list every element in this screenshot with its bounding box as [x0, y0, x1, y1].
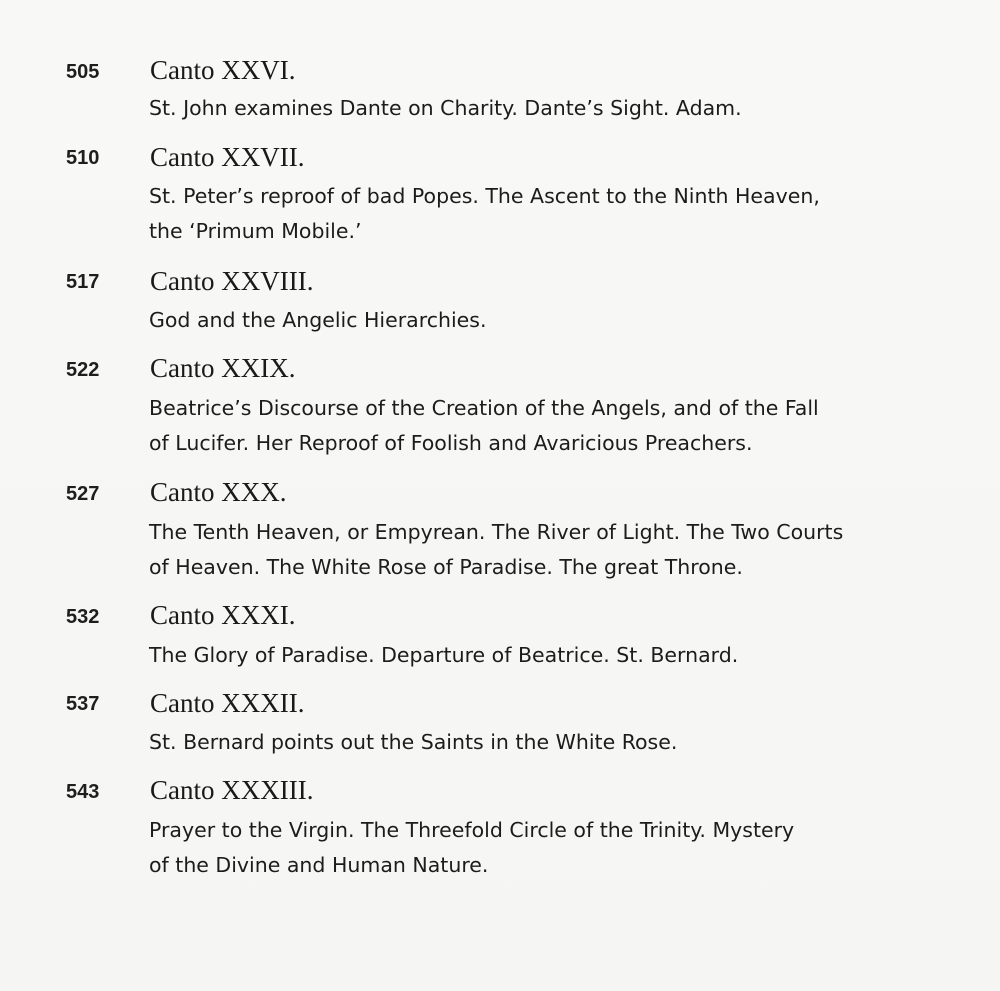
canto-title: Canto XXVI. — [150, 55, 296, 85]
canto-title: Canto XXXII. — [150, 688, 305, 718]
page-number: 505 — [66, 61, 100, 83]
summary-line: The Glory of Paradise. Departure of Beatrice. St. Bernard. — [149, 643, 739, 667]
canto-title: Canto XXXIII. — [150, 775, 314, 805]
summary-line: Prayer to the Virgin. The Threefold Circle of the Trinity. Mystery — [149, 818, 795, 842]
canto-title: Canto XXVIII. — [150, 266, 314, 296]
canto-summary — [149, 813, 909, 883]
summary-line: Beatrice’s Discourse of the Creation of the Angels, and of the Fall — [149, 396, 819, 420]
canto-title: Canto XXVII. — [150, 142, 305, 172]
summary-line: of Heaven. The White Rose of Paradise. The great Throne. — [149, 555, 743, 579]
summary-line: St. John examines Dante on Charity. Dante’s Sight. Adam. — [149, 96, 742, 120]
page-number: 510 — [66, 147, 100, 169]
summary-line: of the Divine and Human Nature. — [149, 853, 489, 877]
canto-summary — [149, 638, 909, 673]
page-number: 517 — [66, 271, 100, 293]
summary-line: of Lucifer. Her Reproof of Foolish and Avaricious Preachers. — [149, 431, 753, 455]
page-number: 527 — [66, 483, 100, 505]
page-number: 543 — [66, 781, 100, 803]
canto-summary — [149, 91, 909, 126]
canto-summary — [149, 391, 909, 461]
summary-line: The Tenth Heaven, or Empyrean. The River of Light. The Two Courts — [149, 520, 844, 544]
page-number: 522 — [66, 359, 100, 381]
summary-line: God and the Angelic Hierarchies. — [149, 308, 487, 332]
canto-summary — [149, 179, 909, 249]
summary-line: St. Peter’s reproof of bad Popes. The Ascent to the Ninth Heaven, — [149, 184, 820, 208]
canto-title: Canto XXX. — [150, 477, 287, 507]
summary-line: St. Bernard points out the Saints in the White Rose. — [149, 730, 678, 754]
page-number: 537 — [66, 693, 100, 715]
canto-summary — [149, 303, 909, 338]
canto-summary — [149, 515, 909, 585]
canto-title: Canto XXXI. — [150, 600, 296, 630]
canto-title: Canto XXIX. — [150, 353, 296, 383]
summary-line: the ‘Primum Mobile.’ — [149, 219, 362, 243]
canto-summary — [149, 725, 909, 760]
page-number: 532 — [66, 606, 100, 628]
